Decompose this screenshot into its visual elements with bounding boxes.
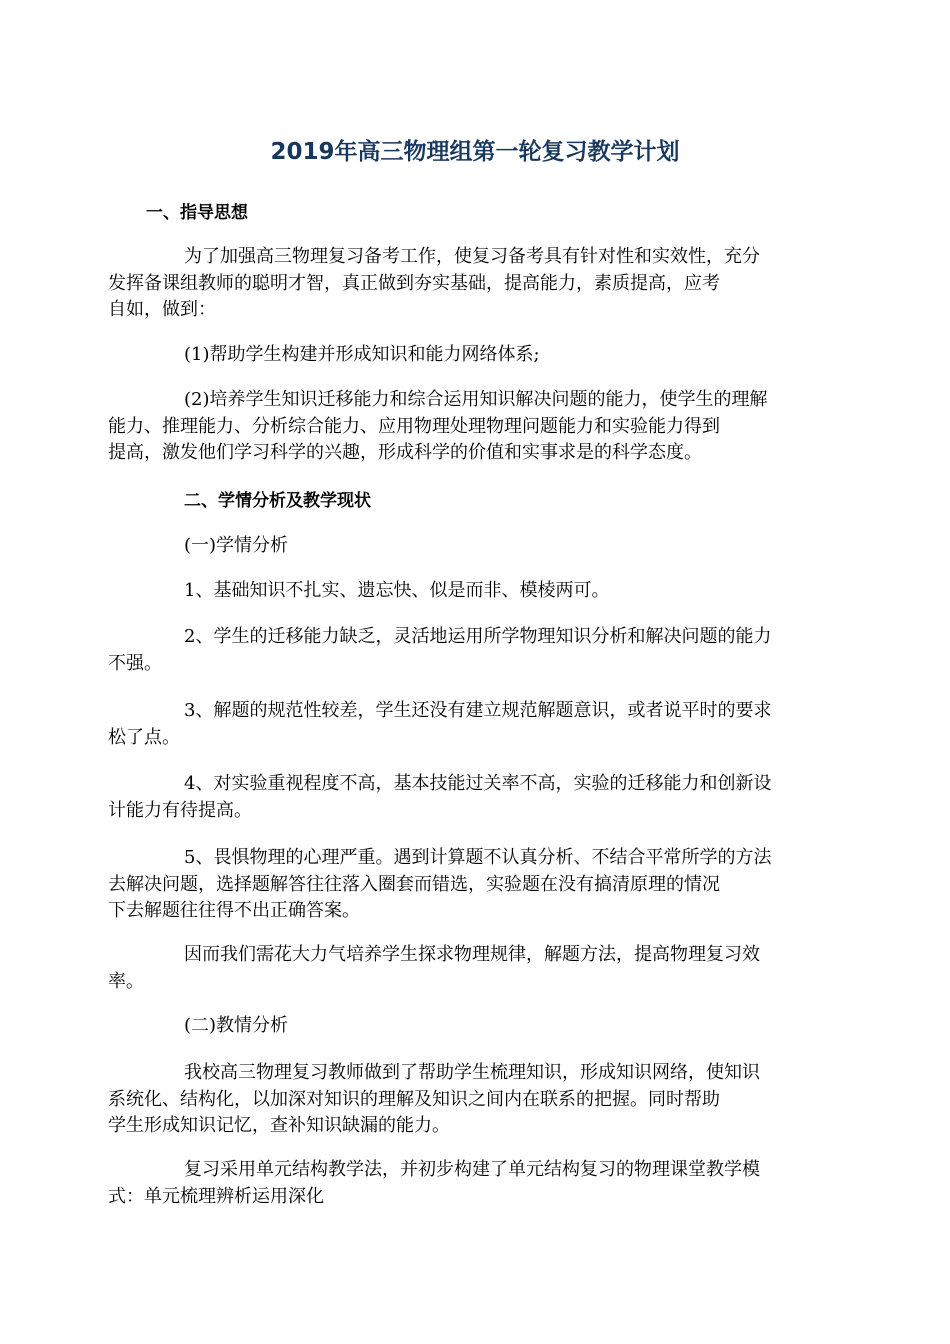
paragraph-line: (二)教情分析 bbox=[184, 1015, 289, 1036]
paragraph-line: 为了加强高三物理复习备考工作，使复习备考具有针对性和实效性，充分 bbox=[184, 246, 760, 267]
paragraph-line: 率。 bbox=[108, 970, 144, 992]
paragraph-point-4 bbox=[108, 771, 808, 824]
paragraph-line: 4、对实验重视程度不高，基本技能过关率不高，实验的迁移能力和创新设 bbox=[184, 773, 772, 794]
paragraph-point-5 bbox=[108, 845, 808, 925]
subheading-student-analysis bbox=[146, 533, 808, 560]
paragraph-line: 下去解题往往得不出正确答案。 bbox=[108, 900, 360, 921]
paragraph-teaching-analysis bbox=[108, 1060, 808, 1140]
paragraph-line: 发挥备课组教师的聪明才智，真正做到夯实基础，提高能力，素质提高，应考 bbox=[108, 272, 720, 294]
paragraph-review-method bbox=[108, 1157, 808, 1210]
paragraph-line: 去解决问题，选择题解答往往落入圈套而错选，实验题在没有搞清原理的情况 bbox=[108, 873, 720, 895]
section-heading-guiding-ideology: 一、指导思想 bbox=[146, 203, 248, 223]
paragraph-line: 提高，激发他们学习科学的兴趣，形成科学的价值和实事求是的科学态度。 bbox=[108, 442, 702, 463]
paragraph-item-1 bbox=[146, 342, 808, 369]
paragraph-line: 自如，做到： bbox=[108, 299, 216, 320]
paragraph-point-2 bbox=[108, 624, 808, 677]
section-heading-learning-analysis: 二、学情分析及教学现状 bbox=[184, 491, 371, 511]
paragraph-line: 3、解题的规范性较差，学生还没有建立规范解题意识，或者说平时的要求 bbox=[184, 700, 772, 721]
paragraph-line: (一)学情分析 bbox=[184, 535, 289, 556]
paragraph-line: 我校高三物理复习教师做到了帮助学生梳理知识，形成知识网络，使知识 bbox=[184, 1062, 760, 1083]
paragraph-line: 学生形成知识记忆，查补知识缺漏的能力。 bbox=[108, 1115, 450, 1136]
paragraph-line: 式：单元梳理辨析运用深化 bbox=[108, 1185, 324, 1207]
paragraph-point-3 bbox=[108, 698, 808, 751]
paragraph-line: 不强。 bbox=[108, 652, 162, 674]
paragraph-line: 系统化、结构化，以加深对知识的理解及知识之间内在联系的把握。同时帮助 bbox=[108, 1088, 720, 1110]
paragraph-line: 能力、推理能力、分析综合能力、应用物理处理物理问题能力和实验能力得到 bbox=[108, 415, 720, 437]
paragraph-line: 因而我们需花大力气培养学生探求物理规律，解题方法，提高物理复习效 bbox=[184, 944, 760, 965]
paragraph-line: (1)帮助学生构建并形成知识和能力网络体系; bbox=[184, 344, 540, 365]
subheading-teaching-analysis bbox=[146, 1013, 808, 1040]
document-title: 2019年高三物理组第一轮复习教学计划 bbox=[270, 139, 680, 165]
paragraph-item-2 bbox=[108, 387, 808, 467]
paragraph-line: 计能力有待提高。 bbox=[108, 799, 252, 821]
paragraph-line: 2、学生的迁移能力缺乏，灵活地运用所学物理知识分析和解决问题的能力 bbox=[184, 626, 772, 647]
paragraph-intro bbox=[108, 244, 808, 324]
paragraph-point-1 bbox=[146, 578, 808, 605]
paragraph-line: (2)培养学生知识迁移能力和综合运用知识解决问题的能力，使学生的理解 bbox=[184, 389, 768, 410]
paragraph-conclusion bbox=[108, 942, 808, 995]
paragraph-line: 5、畏惧物理的心理严重。遇到计算题不认真分析、不结合平常所学的方法 bbox=[184, 847, 772, 868]
paragraph-line: 复习采用单元结构教学法，并初步构建了单元结构复习的物理课堂教学模 bbox=[184, 1159, 760, 1180]
paragraph-line: 1、基础知识不扎实、遗忘快、似是而非、模棱两可。 bbox=[184, 580, 610, 601]
paragraph-line: 松了点。 bbox=[108, 726, 180, 748]
